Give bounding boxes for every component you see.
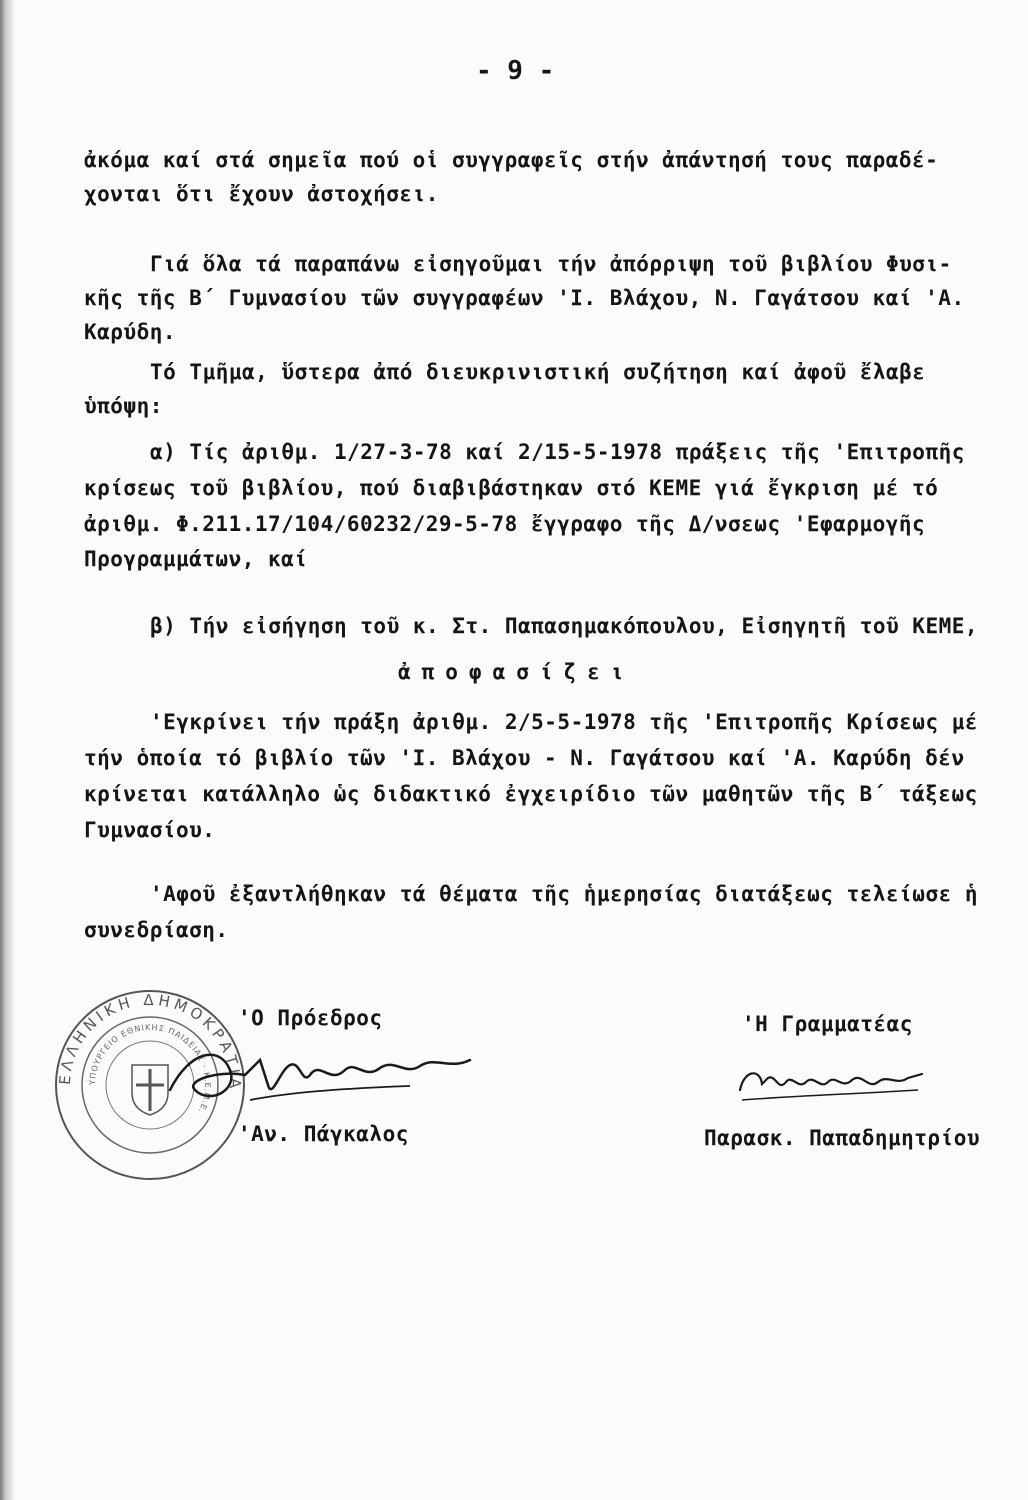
- president-title: 'Ο Πρόεδρος: [238, 1006, 383, 1030]
- text-line: Τό Τμῆμα, ὕστερα ἀπό διευκρινιστική συζήτηση καί ἀφοῦ ἔλαβε: [150, 360, 926, 384]
- text-line: χονται ὅτι ἔχουν ἀστοχήσει.: [84, 182, 439, 206]
- page-number: - 9 -: [476, 56, 555, 86]
- text-line: κρίνεται κατάλληλο ὡς διδακτικό ἐγχειρίδιο τῶν μαθητῶν τῆς Β΄ τάξεως: [84, 782, 978, 806]
- decision-heading: ἀποφασίζει: [398, 660, 635, 684]
- text-line: συνεδρίαση.: [84, 918, 229, 942]
- stamp-outer-text: ΕΛΛΗΝΙΚΗ ΔΗΜΟΚΡΑΤΙΑ: [55, 990, 245, 1093]
- text-line: Γυμνασίου.: [84, 818, 216, 842]
- secretary-signature: [732, 1060, 932, 1110]
- text-line: Γιά ὅλα τά παραπάνω εἰσηγοῦμαι τήν ἀπόρριψη τοῦ βιβλίου Φυσι-: [150, 252, 952, 276]
- text-line: κρίσεως τοῦ βιβλίου, πού διαβιβάστηκαν στό ΚΕΜΕ γιά ἔγκριση μέ τό: [84, 476, 939, 500]
- text-line: β) Τήν εἰσήγηση τοῦ κ. Στ. Παπασημακόπουλου, Εἰσηγητῆ τοῦ ΚΕΜΕ,: [150, 614, 979, 638]
- stamp-inner-text: ΥΠΟΥΡΓΕΙΟ ΕΘΝΙΚΗΣ ΠΑΙΔΕΙΑΣ · Κ.Ε.Μ.Ε.: [87, 1022, 213, 1116]
- president-name: 'Αν. Πάγκαλος: [238, 1122, 409, 1146]
- text-line: Προγραμμάτων, καί: [84, 547, 308, 571]
- text-line: τήν ὁποία τό βιβλίο τῶν 'Ι. Βλάχου - Ν. Γαγάτσου καί 'Α. Καρύδη δέν: [84, 746, 965, 770]
- text-line: Καρύδη.: [84, 320, 177, 344]
- text-line: κῆς τῆς Β΄ Γυμνασίου τῶν συγγραφέων 'Ι. Βλάχου, Ν. Γαγάτσου καί 'Α.: [84, 286, 965, 310]
- text-line: ὑπόψη:: [84, 394, 163, 418]
- secretary-name: Παρασκ. Παπαδημητρίου: [704, 1126, 981, 1150]
- text-line: ἀκόμα καί στά σημεῖα πού οἱ συγγραφεῖς στήν ἀπάντησή τους παραδέ-: [84, 148, 939, 172]
- page-left-edge-shadow: [0, 0, 14, 1500]
- secretary-title: 'Η Γραμματέας: [742, 1012, 913, 1036]
- text-line: α) Τίς ἀριθμ. 1/27-3-78 καί 2/15-5-1978 πράξεις τῆς 'Επιτροπῆς: [150, 440, 965, 464]
- text-line: 'Εγκρίνει τήν πράξη ἀριθμ. 2/5-5-1978 τῆς 'Επιτροπῆς Κρίσεως μέ: [150, 710, 979, 734]
- text-line: ἀριθμ. Φ.211.17/104/60232/29-5-78 ἔγγραφο τῆς Δ/νσεως 'Εφαρμογῆς: [84, 512, 926, 536]
- text-line: 'Αφοῦ ἐξαντλήθηκαν τά θέματα τῆς ἡμερησίας διατάξεως τελείωσε ἡ: [150, 882, 979, 906]
- president-signature: [150, 1030, 490, 1120]
